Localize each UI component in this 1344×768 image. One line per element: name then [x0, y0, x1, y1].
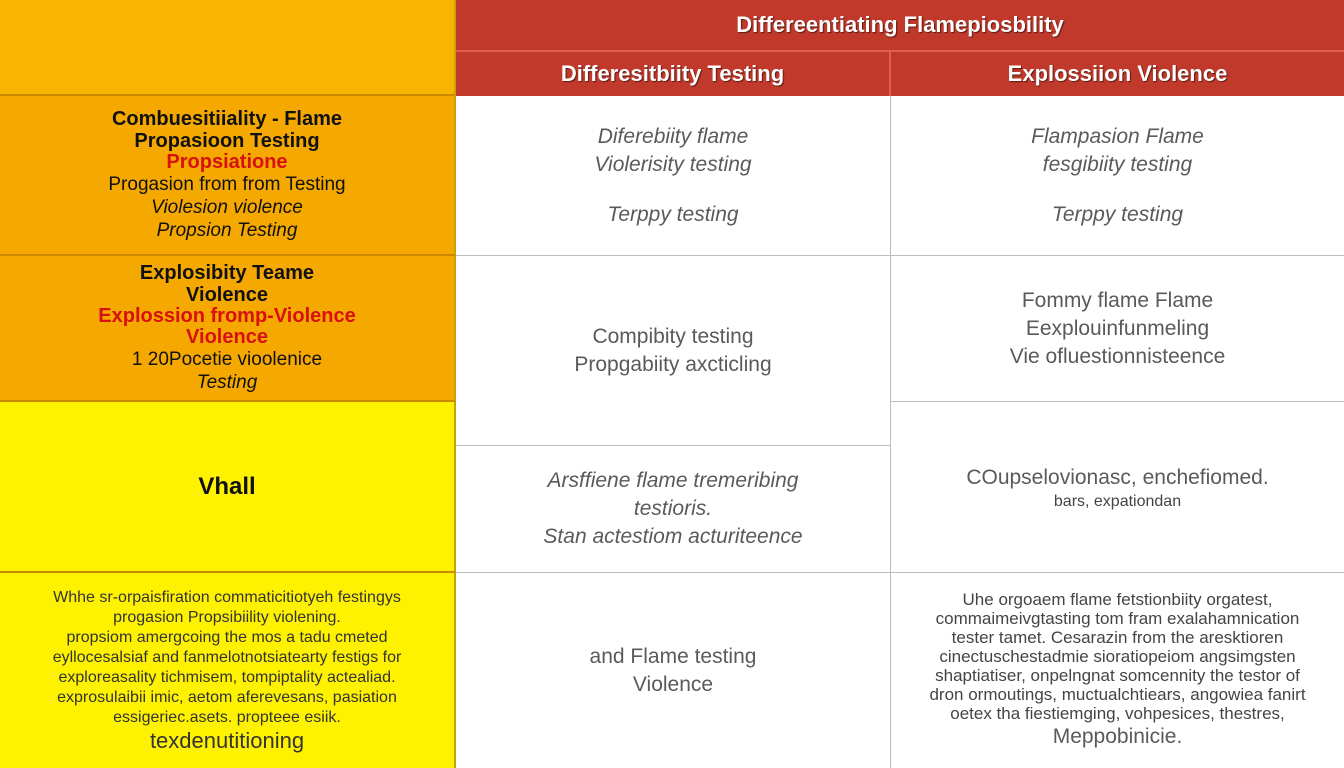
row-header-4-last-line: texdenutitioning: [149, 727, 305, 753]
table-cell: [891, 402, 1344, 573]
row-header-1-highlight: Propsiatione: [166, 151, 288, 173]
row-header-3: [0, 402, 456, 573]
row-header-2-line-5: 1 20Pocetie vioolenicе: [131, 349, 323, 370]
table-cell: [891, 96, 1344, 256]
cell-line: and Flame testing: [589, 644, 757, 668]
cell-line: fesgibiity testing: [1042, 152, 1193, 176]
table-corner: [0, 0, 456, 96]
row-header-4-line: eyllocesalsiaf and fanmelotnotsiatearty festigs for: [52, 648, 402, 666]
table-title: Differeentiating Flamepiosbility: [456, 0, 1344, 50]
cell-line: commaimeivgtasting tom fram exalahamnication: [935, 609, 1300, 628]
table-cell: [456, 96, 891, 256]
table-cell: [456, 446, 891, 573]
cell-line: COupselovionasc, enchefiomed.: [966, 465, 1269, 489]
cell-line: bars, expationdan: [1053, 492, 1182, 510]
cell-line: Terppy testing: [1051, 202, 1184, 226]
row-header-2-highlight: Explossion fromp-Violence: [98, 305, 356, 327]
cell-line: Stan actestiom acturiteence: [543, 525, 803, 548]
row-header-1-line-1: Combuesitiiality - Flame: [111, 108, 343, 130]
row-header-4-line: progasion Propsibiility violening.: [113, 608, 341, 626]
cell-line: Compibity testing: [592, 324, 754, 348]
row-header-2-highlight-2: Violence: [186, 326, 268, 348]
cell-line: Violence: [632, 672, 714, 696]
row-header-4-line: essigeriec.asets. propteee esiik.: [113, 708, 341, 726]
row-header-4: [0, 573, 456, 768]
cell-line: Uhe orgoaem flame fetstionbiity orgatest,: [962, 590, 1273, 609]
row-header-4-line: exprosulaibii imic, aetom aferevesans, pasiation: [57, 688, 397, 706]
row-header-2: [0, 256, 456, 402]
cell-line: Fommy flame Flame: [1021, 288, 1214, 312]
row-header-3-label: Vhall: [198, 472, 256, 500]
cell-line: Propgabiity axcticling: [574, 352, 772, 376]
cell-line: Arsffiene flame tremeribing: [547, 469, 799, 492]
table-cell: [891, 573, 1344, 768]
row-header-4-line: exploreasality tichmisem, tompiptality actealiad.: [58, 668, 396, 686]
cell-line: dron ormoutings, muctualchtiears, angowiea fanirt: [929, 685, 1306, 704]
cell-line: Flampasion Flame: [1031, 124, 1204, 148]
cell-line: Violerisity testing: [594, 152, 752, 176]
row-header-4-line: propsiom amergcoing the mos a tadu cmeted: [66, 628, 388, 646]
row-header-2-line-6: Testing: [196, 372, 258, 393]
row-header-1-line-6: Propsion Testing: [156, 220, 298, 241]
cell-line: Vie ofluestionnisteence: [1009, 344, 1226, 368]
column-header-violence: Explossiion Violence: [891, 50, 1344, 96]
cell-line: tester tamet. Cesarazin from the aresktioren: [951, 628, 1284, 647]
table-cell: [456, 256, 891, 446]
cell-line: oetex tha fiestiemging, vohpesices, thestres,: [950, 704, 1285, 723]
table-cell: [891, 256, 1344, 402]
cell-line: testioris.: [633, 497, 713, 520]
cell-line: cinectuschestadmie sioratiopeiom angsimgsten: [939, 647, 1296, 666]
row-header-1-line-4: Progasion from from Testing: [108, 174, 346, 195]
cell-line: shaptiatiser, onpelngnat somcennity the testor of: [935, 666, 1300, 685]
row-header-1-line-2: Propasioon Testing: [134, 130, 320, 152]
row-header-1-line-5: Violesion violence: [151, 197, 303, 218]
cell-line: Eexplouinfunmeling: [1025, 316, 1210, 340]
row-header-4-line: Whhe sr-orpaisfiration commaticitiotyeh festingys: [53, 588, 401, 606]
row-header-2-line-1: Explosibity Teame: [139, 262, 315, 284]
cell-line: Diferebiity flame: [597, 124, 749, 148]
cell-line: Meppobinicie.: [1052, 725, 1183, 748]
cell-line: Terppy testing: [607, 202, 739, 226]
table-cell: [456, 573, 891, 768]
column-header-testing: Differesitbiity Testing: [456, 50, 891, 96]
row-header-2-line-2: Violence: [186, 284, 268, 306]
row-header-1: [0, 96, 456, 256]
